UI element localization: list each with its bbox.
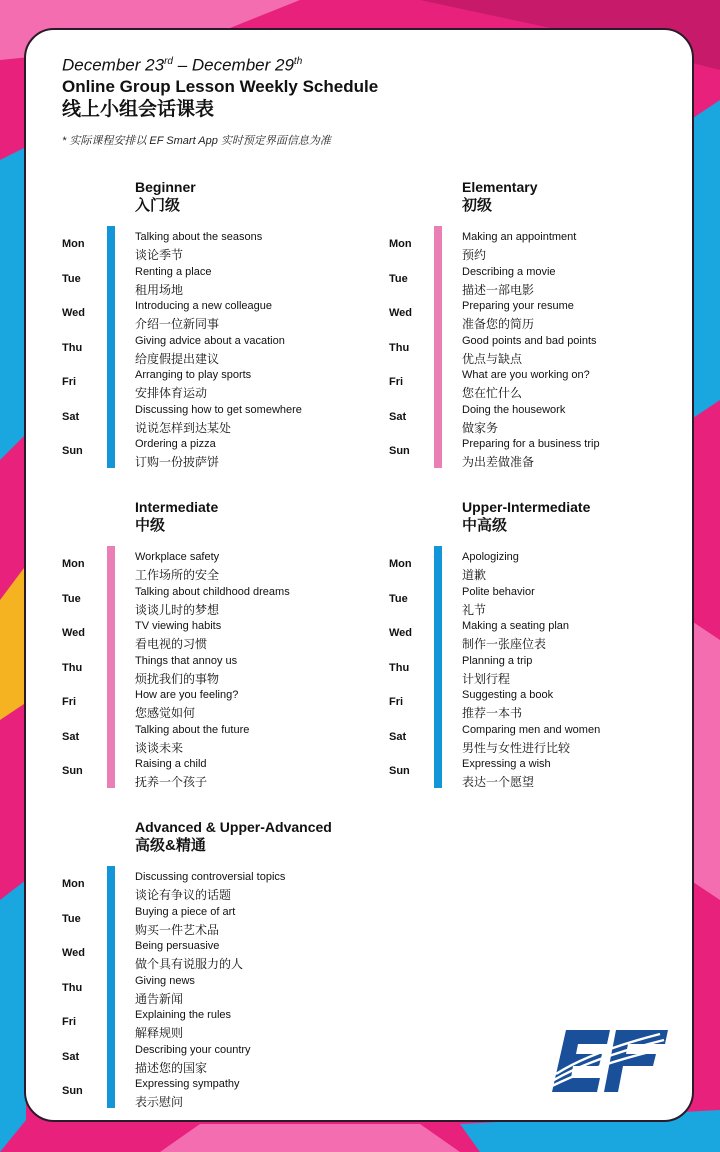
lesson-title-cn: 道歉 xyxy=(462,568,487,582)
lesson-day: Sun xyxy=(389,445,410,457)
lesson-row xyxy=(389,654,689,688)
lesson-day: Sun xyxy=(389,765,410,777)
lesson-day: Wed xyxy=(62,307,86,319)
lesson-title-cn: 男性与女性进行比较 xyxy=(462,740,571,755)
lesson-title-cn: 烦扰我们的事物 xyxy=(135,671,220,686)
lesson-row xyxy=(62,334,362,368)
lesson-row xyxy=(389,230,689,264)
lesson-title-cn: 谈论季节 xyxy=(135,248,184,262)
lesson-title-cn: 看电视的习惯 xyxy=(135,637,208,651)
lesson-title-cn: 谈论有争议的话题 xyxy=(135,888,232,902)
lesson-title-cn: 描述一部电影 xyxy=(462,282,535,297)
level-title-cn: 入门级 xyxy=(135,197,181,214)
lesson-title-cn: 您在忙什么 xyxy=(462,386,523,400)
lesson-title-cn: 说说怎样到达某处 xyxy=(135,420,232,435)
lesson-title-en: Being persuasive xyxy=(135,940,220,952)
lesson-title-en: Raising a child xyxy=(135,758,207,770)
lesson-row xyxy=(62,870,362,904)
lesson-title-en: Introducing a new colleague xyxy=(135,300,272,312)
lesson-day: Tue xyxy=(62,272,81,285)
lesson-title-cn: 预约 xyxy=(462,248,487,262)
level-title xyxy=(135,178,196,216)
lesson-title-cn: 推荐一本书 xyxy=(462,706,523,720)
header xyxy=(62,52,378,122)
level-title-en: Elementary xyxy=(462,179,538,195)
level-title xyxy=(135,818,332,856)
level-section xyxy=(62,178,362,478)
lesson-title-cn: 您感觉如何 xyxy=(135,706,196,720)
lesson-row xyxy=(62,619,362,653)
lesson-row xyxy=(62,437,362,471)
lesson-title-en: Giving advice about a vacation xyxy=(135,334,285,347)
lesson-row xyxy=(389,437,689,471)
lesson-day: Tue xyxy=(389,592,408,605)
lesson-title-en: Expressing sympathy xyxy=(135,1078,240,1090)
lesson-title-cn: 谈谈儿时的梦想 xyxy=(135,602,220,617)
lesson-title-en: Arranging to play sports xyxy=(135,369,252,381)
lesson-day: Thu xyxy=(389,341,410,354)
lesson-day: Mon xyxy=(62,238,85,250)
lesson-title-en: Suggesting a book xyxy=(462,689,554,701)
lesson-title-en: Discussing controversial topics xyxy=(135,871,286,883)
lesson-title-en: Ordering a pizza xyxy=(135,438,216,450)
lesson-title-en: Giving news xyxy=(135,974,195,987)
lesson-title-en: Making an appointment xyxy=(462,231,577,243)
level-title-en: Upper-Intermediate xyxy=(462,499,591,515)
lesson-title-en: Polite behavior xyxy=(462,585,535,598)
level-section xyxy=(389,178,689,478)
lesson-title-en: Renting a place xyxy=(135,265,212,278)
lesson-title-en: Preparing for a business trip xyxy=(462,438,600,450)
lesson-title-cn: 租用场地 xyxy=(135,282,184,297)
level-section xyxy=(62,498,362,798)
lesson-row xyxy=(389,688,689,722)
level-title-en: Beginner xyxy=(135,179,196,195)
lesson-row xyxy=(62,230,362,264)
lesson-day: Fri xyxy=(389,376,404,388)
lesson-title-en: TV viewing habits xyxy=(135,620,222,632)
level-title xyxy=(462,498,590,536)
level-title-cn: 中高级 xyxy=(462,517,508,534)
level-title xyxy=(462,178,537,216)
lesson-row xyxy=(62,757,362,791)
lesson-title-cn: 准备您的简历 xyxy=(462,317,535,331)
level-section xyxy=(62,818,362,1118)
lesson-title-cn: 安排体育运动 xyxy=(135,386,208,400)
lesson-row xyxy=(389,265,689,299)
lesson-row xyxy=(62,550,362,584)
lesson-day: Wed xyxy=(62,627,86,639)
lesson-title-cn: 礼节 xyxy=(462,602,487,617)
lesson-day: Mon xyxy=(389,558,412,570)
lesson-title-cn: 订购一份披萨饼 xyxy=(135,455,220,469)
lesson-title-en: Describing your country xyxy=(135,1043,251,1056)
lesson-title-cn: 谈谈未来 xyxy=(135,740,184,755)
lesson-day: Mon xyxy=(62,878,85,890)
lesson-day: Tue xyxy=(62,912,81,925)
lesson-day: Sat xyxy=(389,730,407,743)
lesson-day: Thu xyxy=(62,661,83,674)
lesson-title-cn: 做个具有说服力的人 xyxy=(135,957,244,971)
lesson-title-cn: 描述您的国家 xyxy=(135,1060,208,1075)
lesson-row xyxy=(389,619,689,653)
lesson-day: Fri xyxy=(62,376,77,388)
lesson-day: Fri xyxy=(389,696,404,708)
lesson-day: Sat xyxy=(62,730,80,743)
level-title-cn: 初级 xyxy=(462,197,493,214)
lesson-day: Wed xyxy=(389,307,413,319)
lesson-row xyxy=(62,654,362,688)
level-title-en: Intermediate xyxy=(135,499,219,515)
lesson-day: Wed xyxy=(389,627,413,639)
lesson-title-cn: 做家务 xyxy=(462,420,499,435)
lesson-title-en: Discussing how to get somewhere xyxy=(135,403,302,416)
lesson-row xyxy=(389,723,689,757)
lesson-row xyxy=(62,939,362,973)
lesson-row xyxy=(62,1077,362,1111)
lesson-title-en: Workplace safety xyxy=(135,551,220,563)
lesson-day: Sat xyxy=(389,410,407,423)
lesson-day: Sun xyxy=(62,1085,83,1097)
lesson-day: Sat xyxy=(62,1050,80,1063)
lesson-day: Fri xyxy=(62,696,77,708)
lesson-title-en: Describing a movie xyxy=(462,265,556,278)
lesson-title-en: Talking about the seasons xyxy=(135,231,263,243)
lesson-row xyxy=(62,723,362,757)
lesson-title-en: How are you feeling? xyxy=(135,689,239,701)
lesson-title-cn: 介绍一位新同事 xyxy=(135,317,220,331)
lesson-day: Sun xyxy=(62,765,83,777)
page-title-cn: 线上小组会话课表 xyxy=(62,98,215,120)
lesson-row xyxy=(62,1008,362,1042)
level-title-en: Advanced & Upper-Advanced xyxy=(135,819,332,835)
schedule-card xyxy=(24,28,694,1122)
date-range: December 23rd – December 29th xyxy=(62,55,303,75)
lesson-title-en: Comparing men and women xyxy=(462,723,601,736)
lesson-title-en: Talking about childhood dreams xyxy=(135,585,290,598)
lesson-title-en: Planning a trip xyxy=(462,654,533,667)
lesson-row xyxy=(389,368,689,402)
lesson-title-en: Talking about the future xyxy=(135,723,250,736)
lesson-day: Tue xyxy=(62,592,81,605)
lesson-day: Fri xyxy=(62,1016,77,1028)
lesson-title-cn: 通告新闻 xyxy=(135,991,184,1006)
lesson-title-en: Preparing your resume xyxy=(462,300,574,312)
lesson-row xyxy=(62,265,362,299)
lesson-day: Sat xyxy=(62,410,80,423)
lesson-row xyxy=(62,1043,362,1077)
lesson-row xyxy=(389,550,689,584)
lesson-row xyxy=(389,757,689,791)
lesson-day: Thu xyxy=(62,981,83,994)
lesson-row xyxy=(389,585,689,619)
disclaimer-note: * 实际课程安排以 EF Smart App 实时预定界面信息为准 xyxy=(62,135,331,147)
lesson-row xyxy=(389,334,689,368)
level-title-cn: 中级 xyxy=(135,517,166,534)
lesson-title-en: Making a seating plan xyxy=(462,620,570,632)
lesson-title-cn: 抚养一个孩子 xyxy=(135,775,208,789)
level-title-cn: 高级&精通 xyxy=(135,837,206,854)
lesson-row xyxy=(62,368,362,402)
lesson-title-cn: 购买一件艺术品 xyxy=(135,922,220,937)
lesson-title-en: What are you working on? xyxy=(462,369,590,381)
lesson-row xyxy=(62,905,362,939)
lesson-row xyxy=(62,688,362,722)
page-title-en: Online Group Lesson Weekly Schedule xyxy=(62,76,379,96)
lesson-title-en: Doing the housework xyxy=(462,403,566,416)
lesson-row xyxy=(389,403,689,437)
lesson-row xyxy=(62,585,362,619)
lesson-title-cn: 为出差做准备 xyxy=(462,455,535,469)
ef-logo-icon xyxy=(552,1030,668,1098)
lesson-title-en: Good points and bad points xyxy=(462,334,597,347)
lesson-day: Thu xyxy=(389,661,410,674)
lesson-row xyxy=(62,403,362,437)
lesson-title-cn: 表示慰问 xyxy=(135,1095,184,1109)
level-title xyxy=(135,498,218,536)
lesson-row xyxy=(62,299,362,333)
lesson-title-cn: 计划行程 xyxy=(462,671,511,686)
lesson-title-en: Explaining the rules xyxy=(135,1009,232,1021)
lesson-title-cn: 表达一个愿望 xyxy=(462,775,535,789)
lesson-row xyxy=(389,299,689,333)
level-section xyxy=(389,498,689,798)
lesson-day: Mon xyxy=(62,558,85,570)
lesson-title-cn: 工作场所的安全 xyxy=(135,568,220,582)
lesson-title-cn: 解释规则 xyxy=(135,1026,184,1040)
lesson-day: Sun xyxy=(62,445,83,457)
lesson-day: Thu xyxy=(62,341,83,354)
lesson-day: Tue xyxy=(389,272,408,285)
lesson-title-cn: 制作一张座位表 xyxy=(462,637,547,651)
lesson-day: Mon xyxy=(389,238,412,250)
lesson-day: Wed xyxy=(62,947,86,959)
lesson-title-en: Things that annoy us xyxy=(135,654,238,667)
lesson-title-en: Expressing a wish xyxy=(462,758,551,770)
lesson-title-cn: 优点与缺点 xyxy=(462,351,523,366)
lesson-title-en: Buying a piece of art xyxy=(135,905,236,918)
lesson-title-cn: 给度假提出建议 xyxy=(135,351,220,366)
lesson-row xyxy=(62,974,362,1008)
lesson-title-en: Apologizing xyxy=(462,551,519,563)
